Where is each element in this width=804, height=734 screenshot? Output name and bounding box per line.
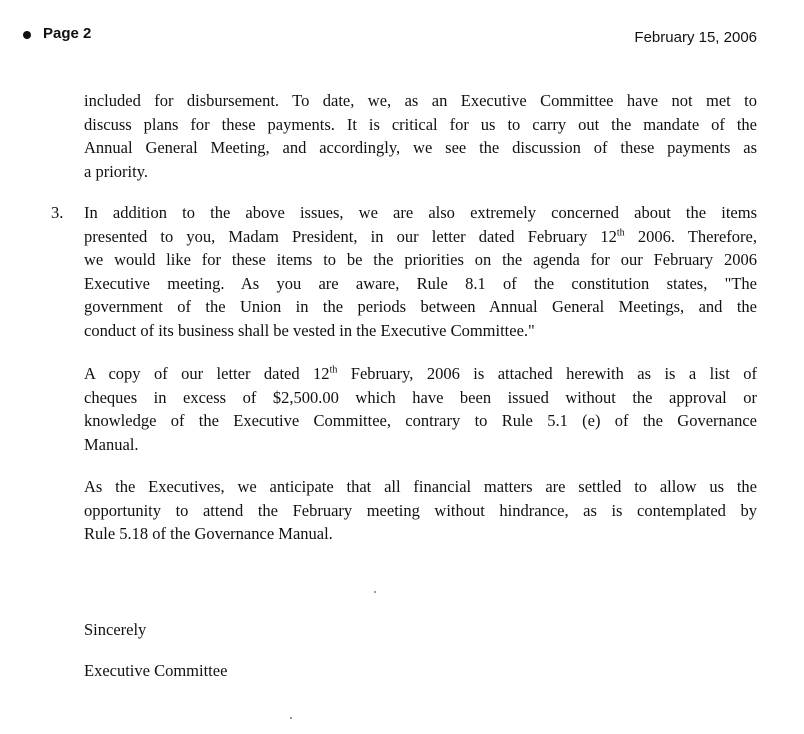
paragraph-letter-copy [84,362,757,456]
text-line: a priority. [84,161,148,181]
superscript: th [329,364,338,376]
paragraph-executives [84,475,757,546]
scan-speck [374,591,376,593]
text-line: Manual. [84,434,139,454]
text-line: conduct of its business shall be vested in the Executive Committee." [84,320,535,340]
page-label: Page 2 [43,25,92,42]
text-line [84,225,757,249]
bullet-icon [23,31,31,39]
text-line: we would like for these items to be the priorities on the agenda for our February 2006 [84,250,757,269]
text-segment: presented to you, Madam President, in our letter dated February 12 [84,226,617,246]
superscript: th [616,227,625,238]
text-segment: A copy of our letter dated 12 [84,364,330,383]
text-line: cheques in excess of $2,500.00 which have been issued without the approval or [84,387,757,407]
text-line: In addition to the above issues, we are also extremely concerned about the items [84,203,757,222]
item-number: 3. [51,203,64,222]
text-line [84,362,757,386]
text-line: opportunity to attend the February meeting without hindrance, as is contemplated by [84,500,757,520]
text-line: As the Executives, we anticipate that all financial matters are settled to allow us the [84,477,757,496]
text-line: Rule 5.18 of the Governance Manual. [84,524,333,543]
text-line: included for disbursement. To date, we, as an Executive Committee have not met to [84,91,757,110]
closing-salutation: Sincerely [84,620,147,639]
signature-line: Executive Committee [84,661,228,680]
text-line: knowledge of the Executive Committee, contrary to Rule 5.1 (e) of the Governance [84,411,757,430]
text-segment: 2006. Therefore, [624,226,757,246]
text-line: Annual General Meeting, and accordingly, we see the discussion of these payments as [84,138,757,157]
scan-speck [290,717,292,719]
header-date: February 15, 2006 [634,29,757,46]
paragraph-item-3 [84,201,757,342]
paragraph-disbursement [84,89,757,183]
text-line: government of the Union in the periods between Annual General Meetings, and the [84,297,757,316]
text-line: Executive meeting. As you are aware, Rule 8.1 of the constitution states, "The [84,273,757,293]
text-segment: February, 2006 is attached herewith as is a list of [337,364,757,383]
text-line: discuss plans for these payments. It is critical for us to carry out the mandate of the [84,114,757,134]
